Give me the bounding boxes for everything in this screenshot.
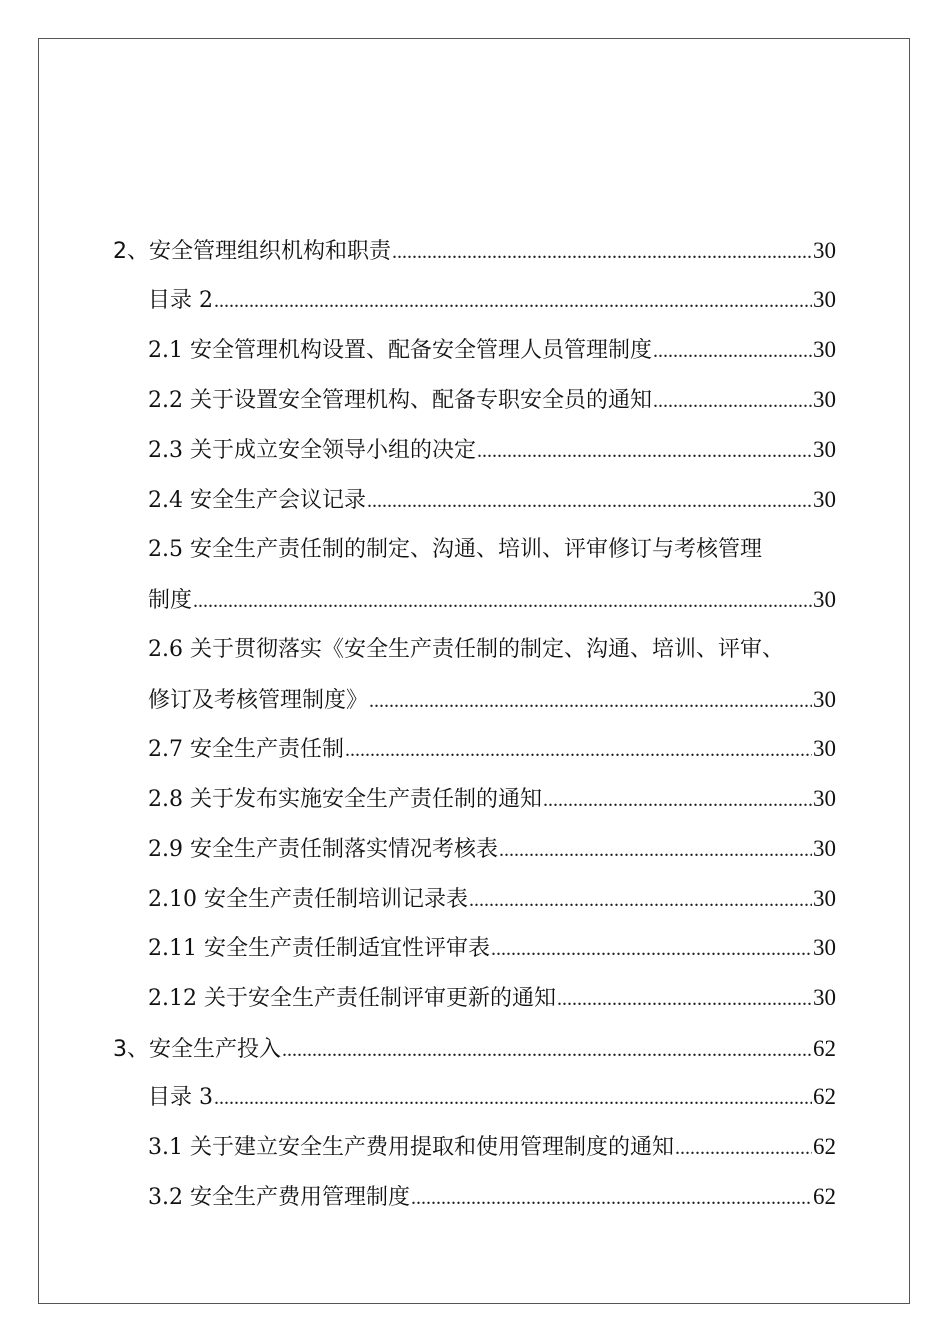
toc-entry-page: 30 [813, 935, 836, 960]
toc-entry-section-2[interactable] [113, 235, 836, 268]
toc-entry-title-continued: 修订及考核管理制度》 [148, 688, 369, 713]
toc-entry-page: 62 [813, 1084, 836, 1109]
toc-entry-page: 62 [813, 1036, 836, 1061]
dot-leader [367, 485, 812, 517]
toc-entry[interactable] [148, 932, 836, 965]
page-border [38, 38, 910, 1304]
toc-entry-title: 2.5 安全生产责任制的制定、沟通、培训、评审修订与考核管理 [148, 537, 762, 562]
toc-entry[interactable] [148, 982, 836, 1015]
toc-entry[interactable] [148, 434, 836, 467]
toc-entry-title: 2.8 关于发布实施安全生产责任制的通知 [148, 787, 542, 812]
dot-leader [499, 834, 812, 866]
toc-entry-page: 30 [813, 836, 836, 861]
toc-entry-title: 2.3 关于成立安全领导小组的决定 [148, 438, 476, 463]
toc-entry[interactable] [148, 534, 836, 566]
dot-leader [193, 585, 812, 617]
toc-entry-title: 2.9 安全生产责任制落实情况考核表 [148, 837, 498, 862]
toc-entry-section-3[interactable] [113, 1033, 836, 1066]
toc-entry[interactable] [148, 733, 836, 766]
toc-entry-continuation[interactable] [148, 584, 836, 617]
dot-leader [345, 734, 812, 766]
toc-entry[interactable] [148, 1081, 836, 1114]
dot-leader [369, 685, 812, 717]
toc-entry[interactable] [148, 634, 836, 666]
dot-leader [214, 285, 812, 317]
toc-entry-title: 2.2 关于设置安全管理机构、配备专职安全员的通知 [148, 388, 652, 413]
toc-entry[interactable] [148, 833, 836, 866]
toc-entry[interactable] [148, 384, 836, 417]
dot-leader [411, 1182, 812, 1214]
toc-entry-page: 30 [813, 437, 836, 462]
toc-entry-page: 30 [813, 238, 836, 263]
toc-entry[interactable] [148, 1131, 836, 1164]
toc-entry-page: 30 [813, 886, 836, 911]
toc-entry-title: 目录 2 [148, 288, 213, 313]
toc-entry-title: 3.1 关于建立安全生产费用提取和使用管理制度的通知 [148, 1135, 674, 1160]
toc-entry-page: 30 [813, 287, 836, 312]
toc-entry-page: 30 [813, 487, 836, 512]
toc-entry-page: 30 [813, 337, 836, 362]
toc-entry[interactable] [148, 284, 836, 317]
toc-entry-title: 2.11 安全生产责任制适宜性评审表 [148, 936, 490, 961]
toc-entry-page: 30 [813, 687, 836, 712]
toc-entry[interactable] [148, 883, 836, 916]
toc-entry-title: 2.10 安全生产责任制培训记录表 [148, 887, 468, 912]
dot-leader [469, 884, 812, 916]
toc-entry-title: 2.1 安全管理机构设置、配备安全管理人员管理制度 [148, 338, 652, 363]
toc-entry-page: 30 [813, 587, 836, 612]
dot-leader [653, 385, 812, 417]
dot-leader [543, 784, 812, 816]
toc-entry-page: 62 [813, 1134, 836, 1159]
toc-entry[interactable] [148, 484, 836, 517]
toc-entry[interactable] [148, 1181, 836, 1214]
dot-leader [675, 1132, 812, 1164]
toc-entry-title: 2.7 安全生产责任制 [148, 737, 344, 762]
toc-entry-title: 3、安全生产投入 [113, 1037, 281, 1062]
dot-leader [477, 435, 812, 467]
toc-entry-title: 目录 3 [148, 1085, 213, 1110]
toc-entry-page: 30 [813, 786, 836, 811]
toc-entry-page: 62 [813, 1184, 836, 1209]
toc-entry-page: 30 [813, 736, 836, 761]
dot-leader [392, 236, 812, 268]
toc-entry-title: 2、安全管理组织机构和职责 [113, 239, 391, 264]
toc-entry-title-continued: 制度 [148, 588, 193, 613]
toc-entry-continuation[interactable] [148, 684, 836, 717]
toc-entry-title: 2.6 关于贯彻落实《安全生产责任制的制定、沟通、培训、评审、 [148, 637, 784, 662]
dot-leader [557, 983, 812, 1015]
toc-entry-title: 3.2 安全生产费用管理制度 [148, 1185, 410, 1210]
dot-leader [282, 1034, 812, 1066]
toc-entry-page: 30 [813, 387, 836, 412]
toc-entry[interactable] [148, 334, 836, 367]
toc-entry-page: 30 [813, 985, 836, 1010]
dot-leader [653, 335, 812, 367]
toc-entry[interactable] [148, 783, 836, 816]
toc-entry-title: 2.12 关于安全生产责任制评审更新的通知 [148, 986, 556, 1011]
dot-leader [491, 933, 812, 965]
dot-leader [214, 1082, 812, 1114]
toc-entry-title: 2.4 安全生产会议记录 [148, 488, 366, 513]
